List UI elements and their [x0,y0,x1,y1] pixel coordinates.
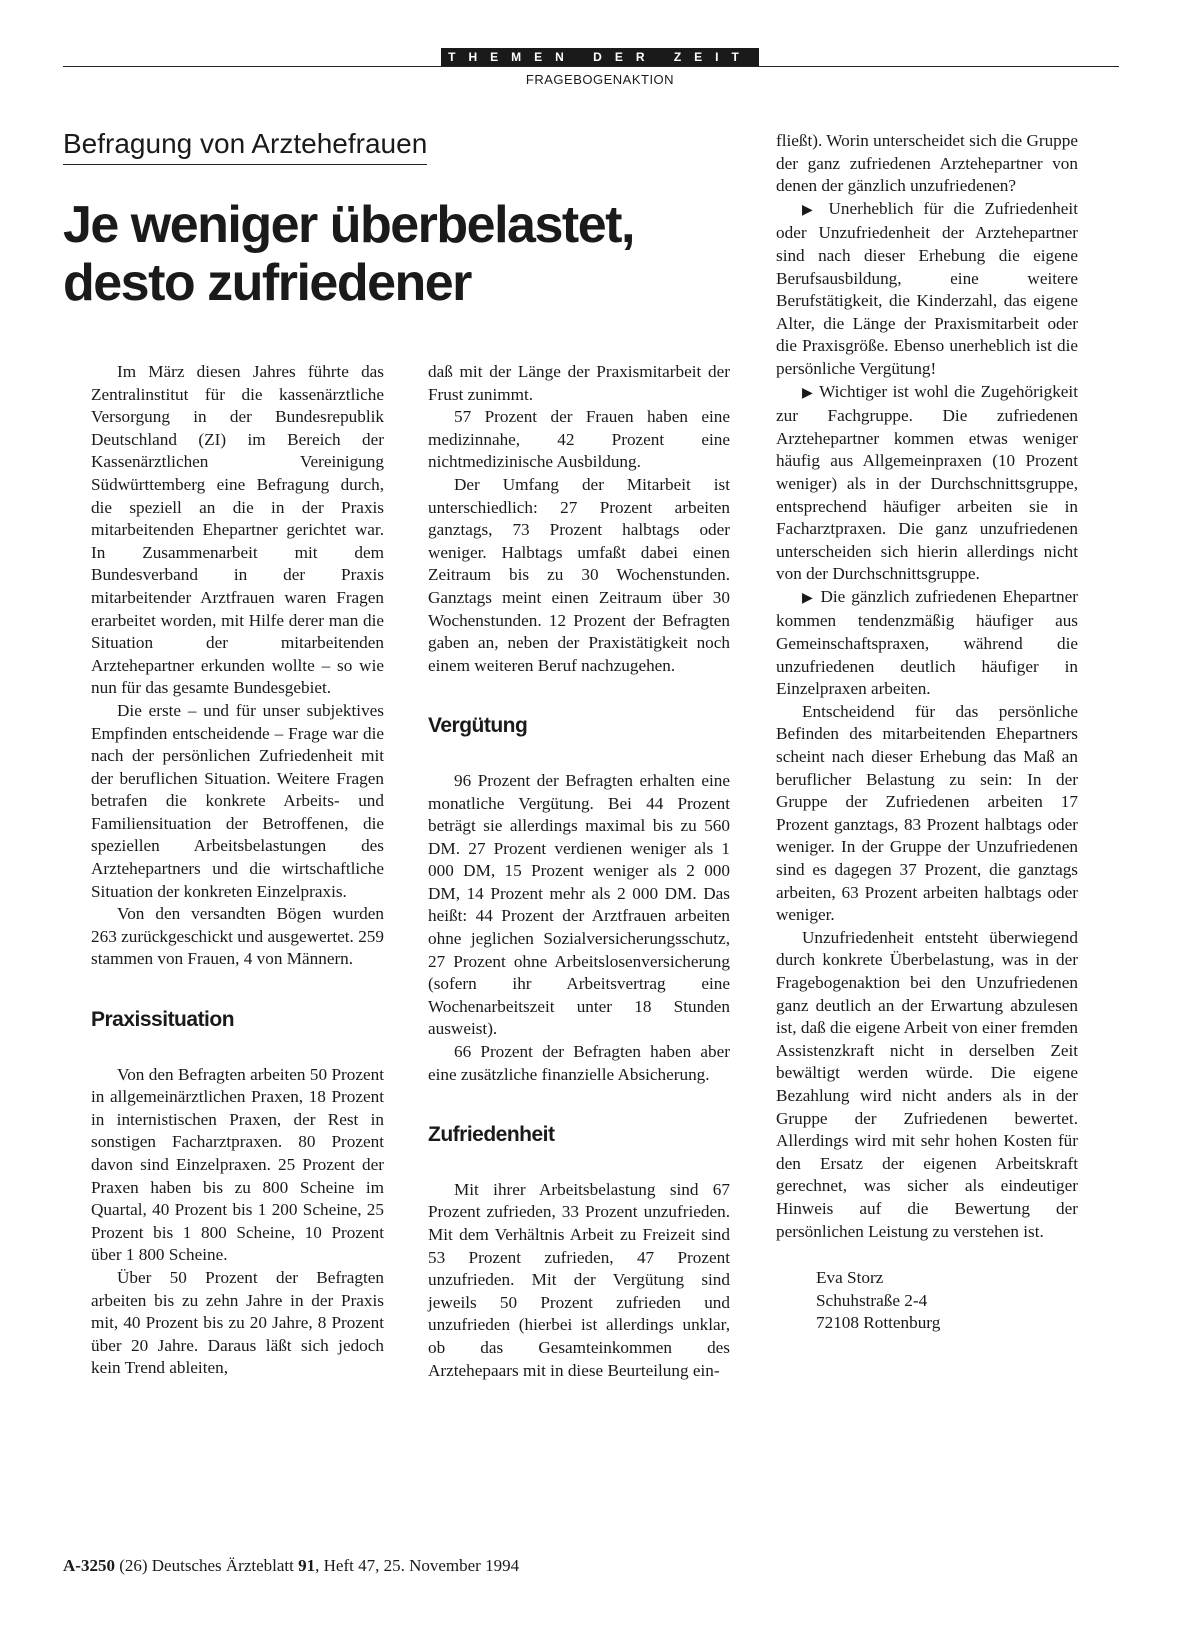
paragraph: 66 Prozent der Befragten haben aber eine zusätzliche finanzielle Absicherung. [428,1042,730,1084]
section-heading-praxissituation: Praxissituation [91,1008,235,1032]
bullet-paragraph [776,586,1078,701]
paragraph-continued: fließt). Worin unterscheidet sich die Gruppe der ganz zufriedenen Arztehepartner von denen der gänzlich unzufriedenen? [776,131,1078,196]
paragraph: Entscheidend für das persönliche Befinden des mitarbeitenden Ehepartners scheint nach dieser Erhebung das Maß an beruflicher Belastung zu sein: In der Gruppe der Zufriedenen arbeiten 17 Prozent ganztags, 83 Prozent halbtags oder weniger. In der Gruppe der Unzufriedenen sind es dagegen 37 Prozent, die ganztags arbeiten, 63 Prozent arbeiten halbtags oder weniger. [776,701,1078,925]
article-headline [63,196,743,312]
triangle-right-icon: ▶ [802,385,814,401]
page-footer [63,1556,519,1576]
bullet-text: Unerheblich für die Zufriedenheit oder Unzufriedenheit der Arztehepartner sind nach dieser Erhebung die eigene Berufsausbildung, eine weitere Berufstätigkeit, die Kinderzahl, das eigene Alter, die Länge der Praxismitarbeit oder die Praxisgröße. Ebenso unerheblich ist die persönliche Vergütung! [776,198,1078,378]
bullet-text: Die gänzlich zufriedenen Ehepartner kommen tendenzmäßig häufiger aus Gemeinschaftspraxen, während die unzufriedenen deutlich häufiger in Einzelpraxen arbeiten. [776,586,1078,699]
author-name: Eva Storz [816,1268,884,1288]
section-banner: THEMEN DER ZEIT [441,48,759,66]
header-rule [63,66,1119,67]
triangle-right-icon: ▶ [802,202,819,218]
author-city: 72108 Rottenburg [816,1313,941,1333]
paragraph: Im März diesen Jahres führte das Zentralinstitut für die kassenärztliche Versorgung in der Bundesrepublik Deutschland (ZI) im Bereich der Kassenärztlichen Vereinigung Südwürttemberg eine Befragung durch, die speziell an die in der Praxis mitarbeitenden Ehepartner gerichtet war. In Zusammenarbeit mit dem Bundesverband in der Praxis mitarbeitender Arztfrauen waren Fragen erarbeitet worden, mit Hilfe derer man die Situation der mitarbeitenden Arztehepartner erkunden wollte – so wie nun für das gesamte Bundesgebiet. [91,362,384,698]
section-subtitle: FRAGEBOGENAKTION [525,72,675,87]
paragraph: daß mit der Länge der Praxismitarbeit der Frust zunimmt. [428,362,730,404]
paragraph: Die erste – und für unser subjektives Empfinden entscheidende – Frage war die nach der persönlichen Zufriedenheit mit der beruflichen Situation. Weitere Fragen betrafen die konkrete Arbeits- und Familiensituation der Betroffenen, die speziellen Arbeitsbelastungen des Arztehepartners und die wirtschaftliche Situation der konkreten Einzelpraxis. [91,700,384,901]
column-3 [776,130,1078,1335]
bullet-text: Wichtiger ist wohl die Zugehörigkeit zur Fachgruppe. Die zufriedenen Arztehepartner kommen etwas weniger häufig aus Allgemeinpraxen (10 Prozent weniger) als in der Durchschnittsgruppe, entsprechend häufiger arbeiten sie in Facharztpraxen. Die ganz unzufriedenen unterscheiden sich hierin allerdings nicht von der Durchschnittsgruppe. [776,381,1078,584]
paragraph: Mit ihrer Arbeitsbelastung sind 67 Prozent zufrieden, 33 Prozent unzufrieden. Mit dem Verhältnis Arbeit zu Freizeit sind 53 Prozent zufrieden, 47 Prozent unzufrieden. Mit der Vergütung sind jeweils 50 Prozent zufrieden und unzufrieden (hierbei ist allerdings unklar, ob das Gesamteinkommen des Arztehepaars mit in diese Beurteilung ein- [428,1179,730,1380]
paragraph: Von den Befragten arbeiten 50 Prozent in allgemeinärztlichen Praxen, 18 Prozent in internistischen Praxen, der Rest in sonstigen Facharztpraxen. 80 Prozent davon sind Einzelpraxen. 25 Prozent der Praxen haben bis zu 800 Scheine im Quartal, 40 Prozent bis 1 200 Scheine, 25 Prozent bis 1 800 Scheine, 10 Prozent über 1 800 Scheine. [91,1064,384,1265]
footer-issue: , Heft 47, 25. November 1994 [315,1556,520,1575]
footer-journal: (26) Deutsches Ärzteblatt [119,1556,294,1575]
author-street: Schuhstraße 2-4 [816,1290,928,1310]
paragraph: 96 Prozent der Befragten erhalten eine monatliche Vergütung. Bei 44 Prozent beträgt sie allerdings maximal bis zu 560 DM. 27 Prozent verdienen weniger als 1 000 DM, 15 Prozent weniger als 2 000 DM, 14 Prozent mehr als 2 000 DM. Das heißt: 44 Prozent der Arztfrauen arbeiten ohne jeglichen Sozialversicherungsschutz, 27 Prozent ohne Arbeitslosenversicherung (sofern ihr Arbeitsvertrag eine Wochenarbeitszeit unter 18 Stunden ausweist). [428,770,730,1039]
bullet-paragraph [776,381,1078,586]
headline-line-2: desto zufriedener [63,254,471,312]
headline-line-1: Je weniger überbelastet, [63,196,634,254]
page-number: A-3250 [63,1556,115,1575]
footer-volume: 91 [298,1556,316,1575]
section-heading-zufriedenheit: Zufriedenheit [428,1123,555,1147]
section-heading-verguetung: Vergütung [428,714,528,738]
bullet-paragraph [776,198,1078,381]
paragraph: 57 Prozent der Frauen haben eine medizinnahe, 42 Prozent eine nichtmedizinische Ausbildung. [428,407,730,472]
author-signature [776,1267,1078,1335]
paragraph: Über 50 Prozent der Befragten arbeiten bis zu zehn Jahre in der Praxis mit, 40 Prozent bis zu 20 Jahre, 8 Prozent über 20 Jahre. Daraus läßt sich jedoch kein Trend ableiten, [91,1267,384,1378]
paragraph: Unzufriedenheit entsteht überwiegend durch konkrete Überbelastung, was in der Fragebogenaktion bei den Unzufriedenen ganz deutlich an der Erwartung abzulesen ist, daß die eigene Arbeit von einer fremden Assistenzkraft nicht in derselben Zeit bewältigt werden würde. Die eigene Bezahlung wird nicht anders als in der Gruppe der Zufriedenen bewertet. Allerdings wird mit sehr hohen Kosten für den Ersatz der eigenen Arbeitskraft gerechnet, was sicher als eindeutiger Hinweis auf die Bewertung der persönlichen Leistung zu verstehen ist. [776,927,1078,1241]
paragraph: Der Umfang der Mitarbeit ist unterschiedlich: 27 Prozent arbeiten ganztags, 73 Prozent halbtags oder weniger. Halbtags umfaßt dabei einen Zeitraum bis zu 30 Wochenstunden. Ganztags meint einen Zeitraum über 30 Wochenstunden. 12 Prozent der Befragten gaben an, neben der Praxistätigkeit noch einem weiteren Beruf nachzugehen. [428,474,730,675]
article-kicker: Befragung von Arztehefrauen [63,128,427,165]
column-1 [91,361,384,1380]
triangle-right-icon: ▶ [802,590,815,606]
column-2 [428,361,730,1382]
paragraph: Von den versandten Bögen wurden 263 zurückgeschickt und ausgewertet. 259 stammen von Frauen, 4 von Männern. [91,904,384,969]
